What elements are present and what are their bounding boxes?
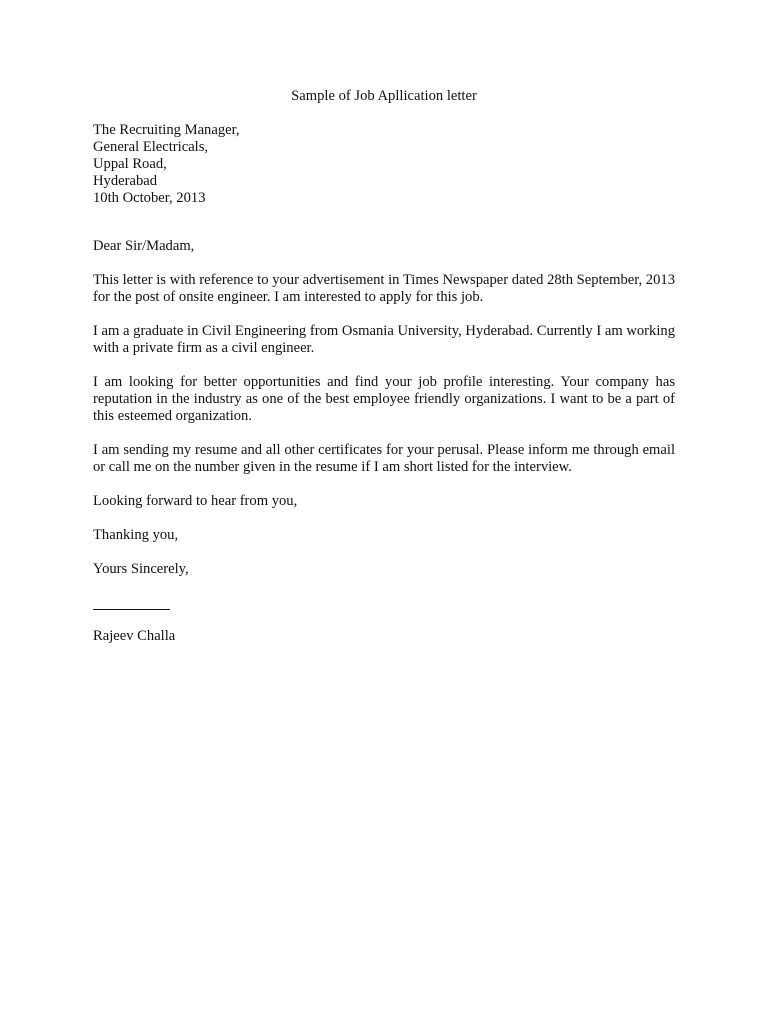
signature-name: Rajeev Challa — [93, 628, 176, 644]
letter-title: Sample of Job Apllication letter — [291, 88, 477, 104]
body-paragraph: I am sending my resume and all other certificates for your perusal. Please inform me through email or call me on the number given in the resume if I am short listed for the interview. — [93, 442, 675, 475]
address-line: Hyderabad — [93, 173, 158, 189]
body-paragraph: I am a graduate in Civil Engineering from Osmania University, Hyderabad. Currently I am working with a private firm as a civil engineer. — [93, 323, 675, 356]
body-paragraph: This letter is with reference to your advertisement in Times Newspaper dated 28th September, 2013 for the post of onsite engineer. I am interested to apply for this job. — [93, 272, 675, 305]
thanks-line: Thanking you, — [93, 527, 179, 543]
address-line: General Electricals, — [93, 139, 209, 155]
sign-off: Yours Sincerely, — [93, 561, 189, 577]
body-paragraph: I am looking for better opportunities and find your job profile interesting. Your company has reputation in the industry as one of the best employee friendly organizations. I want to be a part of this esteemed organization. — [93, 374, 675, 424]
closing-line: Looking forward to hear from you, — [93, 493, 298, 509]
letter-date: 10th October, 2013 — [93, 190, 206, 206]
salutation: Dear Sir/Madam, — [93, 238, 195, 254]
signature-line — [93, 609, 170, 610]
address-line: The Recruiting Manager, — [93, 122, 240, 138]
address-line: Uppal Road, — [93, 156, 167, 172]
recipient-address — [93, 122, 675, 207]
